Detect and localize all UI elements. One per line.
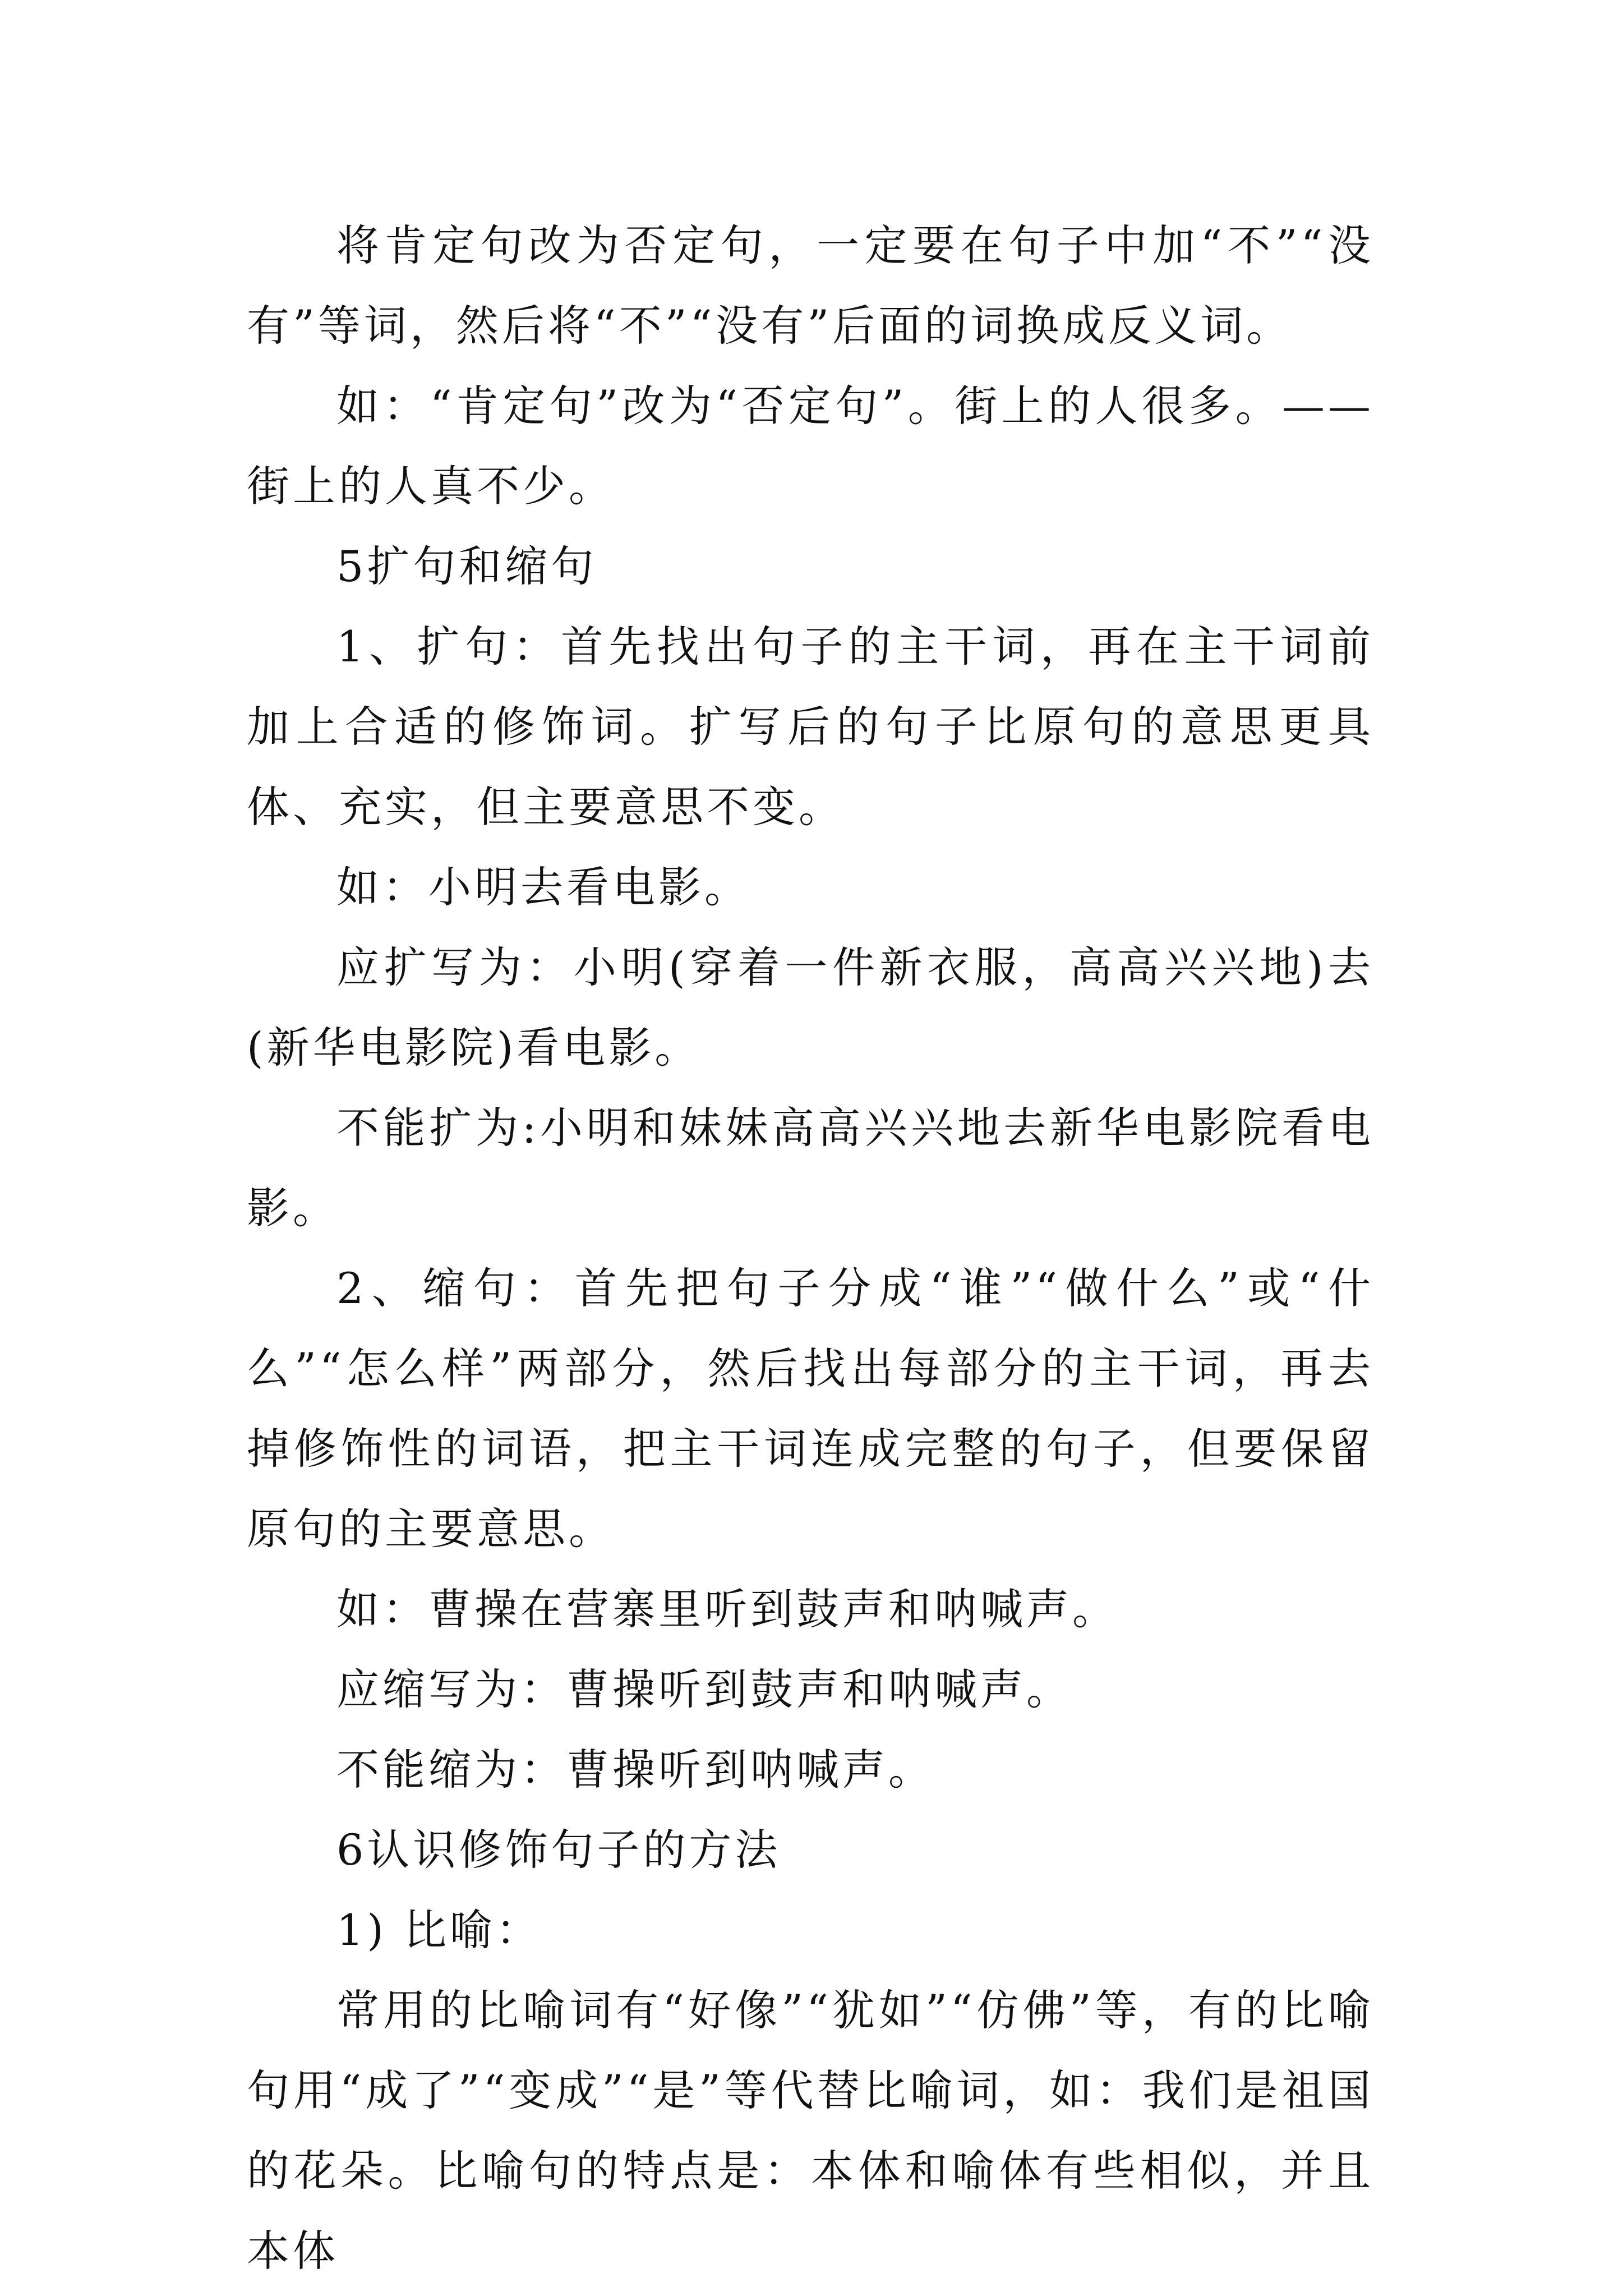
paragraph-expand-rule: 1、扩句：首先找出句子的主干词，再在主干词前加上合适的修饰词。扩写后的句子比原句的意思更具体、充实，但主要意思不变。 [247,622,1374,832]
paragraph-shrink-rule: 2、缩句：首先把句子分成“谁”“做什么”或“什么”“怎么样”两部分，然后找出每部分的主干词，再去掉修饰性的词语，把主干词连成完整的句子，但要保留原句的主要意思。 [247,1263,1374,1554]
paragraph-shrink-correct: 应缩写为：曹操听到鼓声和呐喊声。 [336,1664,1072,1714]
paragraph-shrink-incorrect: 不能缩为：曹操听到呐喊声。 [336,1745,934,1795]
paragraph-expand-incorrect: 不能扩为:小明和妹妹高高兴兴地去新华电影院看电影。 [247,1103,1374,1233]
paragraph-expand-correct: 应扩写为：小明(穿着一件新衣服，高高兴兴地)去(新华电影院)看电影。 [247,942,1374,1073]
paragraph-negation-example: 如：“肯定句”改为“否定句”。街上的人很多。——街上的人真不少。 [247,381,1374,511]
paragraph-metaphor-description: 常用的比喻词有“好像”“犹如”“仿佛”等，有的比喻句用“成了”“变成”“是”等代替比喻词，如：我们是祖国的花朵。比喻句的特点是：本体和喻体有些相似，并且本体 [247,1985,1374,2276]
section-heading-expand-shrink: 5扩句和缩句 [336,541,597,591]
document-body [247,205,1374,2291]
section-heading-rhetoric: 6认识修饰句子的方法 [336,1825,781,1875]
paragraph-negation-rule: 将肯定句改为否定句，一定要在句子中加“不”“没有”等词，然后将“不”“没有”后面的词换成反义词。 [247,220,1374,351]
subheading-metaphor: 1) 比喻： [336,1905,542,1955]
paragraph-expand-example: 如：小明去看电影。 [336,862,750,912]
paragraph-shrink-example: 如：曹操在营寨里听到鼓声和呐喊声。 [336,1584,1118,1634]
